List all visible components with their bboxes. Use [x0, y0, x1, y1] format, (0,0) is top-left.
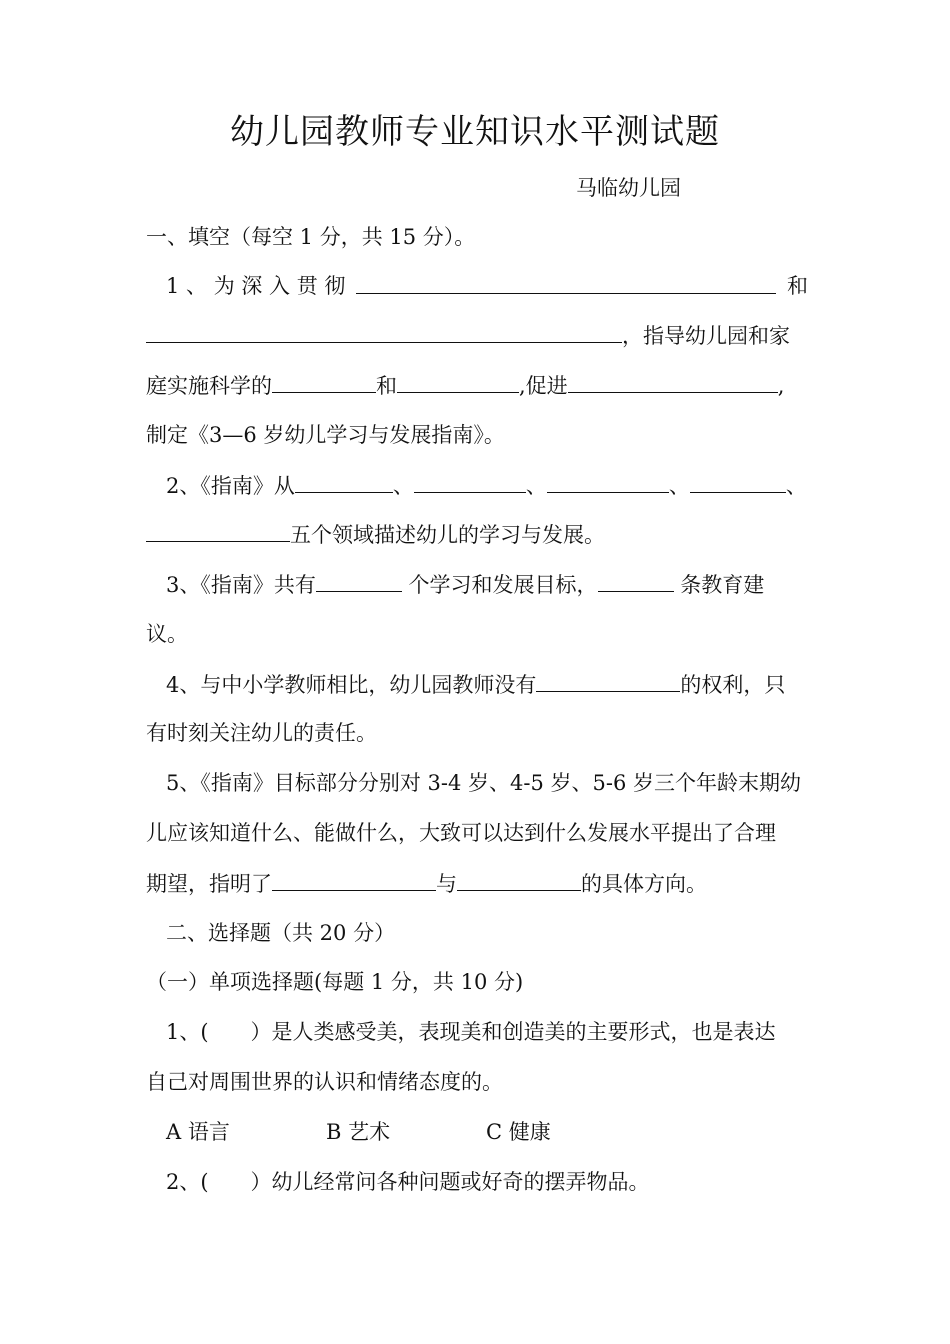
q1-prefix: 1 、 为 深 入 贯 彻	[166, 274, 346, 298]
page-title: 幼儿园教师专业知识水平测试题	[230, 112, 720, 152]
q5-blank-1[interactable]	[272, 868, 436, 891]
q1-blank-4[interactable]	[397, 370, 519, 393]
q2-blank-5[interactable]	[146, 519, 290, 542]
q4-blank-1[interactable]	[536, 669, 680, 692]
q2-sep-3: 、	[668, 474, 690, 498]
q2-blank-3[interactable]	[547, 470, 669, 493]
q1-line3-text-a: 庭实施科学的	[146, 374, 272, 398]
q2-blank-2[interactable]	[414, 470, 526, 493]
q3-line1	[166, 569, 808, 600]
section1-heading: 一、填空（每空 1 分，共 15 分）。	[146, 225, 476, 249]
q1-blank-5[interactable]	[568, 370, 778, 393]
q1-line1	[166, 271, 808, 301]
section2-heading: 二、选择题（共 20 分）	[166, 921, 396, 945]
mc-q2-line1: 2、( ）幼儿经常问各种问题或好奇的摆弄物品。	[166, 1170, 650, 1194]
q4-suffix: 的权利，只	[680, 673, 786, 697]
option-a[interactable]: A 语言	[166, 1120, 230, 1144]
section2-sub1: （一）单项选择题(每题 1 分，共 10 分)	[146, 970, 524, 994]
q1-blank-3[interactable]	[272, 370, 376, 393]
q5-line1: 5、《指南》目标部分分别对 3-4 岁、4-5 岁、5-6 岁三个年龄末期幼	[166, 771, 802, 795]
q5-line3-text-a: 期望，指明了	[146, 872, 272, 896]
q2-suffix: 五个领域描述幼儿的学习与发展。	[290, 523, 605, 547]
q1-line3	[146, 370, 808, 401]
q4-prefix: 4、与中小学教师相比，幼儿园教师没有	[166, 673, 537, 697]
q1-blank-2[interactable]	[146, 320, 622, 343]
q5-blank-2[interactable]	[457, 868, 581, 891]
q4-line2: 有时刻关注幼儿的责任。	[146, 721, 377, 745]
mc-q1-line1: 1、( ）是人类感受美，表现美和创造美的主要形式，也是表达	[166, 1020, 776, 1044]
q5-line2: 儿应该知道什么、能做什么，大致可以达到什么发展水平提出了合理	[146, 821, 776, 845]
school-name: 马临幼儿园	[576, 176, 681, 200]
q5-line3	[146, 868, 808, 899]
q2-line2	[146, 519, 808, 550]
mc-q1-options	[166, 1117, 808, 1147]
q1-line3-text-d: ,	[777, 374, 785, 398]
q2-sep-2: 、	[525, 474, 547, 498]
q3-blank-2[interactable]	[598, 569, 674, 592]
q2-sep-4: 、	[785, 474, 807, 498]
q2-blank-1[interactable]	[295, 470, 393, 493]
mc-q1-line2: 自己对周围世界的认识和情绪态度的。	[146, 1070, 503, 1094]
q3-blank-1[interactable]	[316, 569, 402, 592]
q3-suffix: 条教育建	[673, 573, 765, 597]
q5-line3-text-c: 的具体方向。	[581, 872, 707, 896]
q3-mid: 个学习和发展目标，	[401, 573, 598, 597]
q2-blank-4[interactable]	[690, 470, 786, 493]
option-b[interactable]: B 艺术	[326, 1120, 391, 1144]
q1-blank-1[interactable]	[356, 271, 776, 294]
q1-line4: 制定《3—6 岁幼儿学习与发展指南》。	[146, 423, 505, 447]
q1-line3-text-c: ,促进	[519, 374, 568, 398]
q2-line1	[166, 470, 808, 501]
q3-line2: 议。	[146, 622, 188, 646]
q5-line3-text-b: 与	[436, 872, 457, 896]
q3-prefix: 3、《指南》共有	[166, 573, 316, 597]
q1-and: 和	[786, 274, 808, 298]
q1-line2-suffix: ，指导幼儿园和家	[622, 324, 790, 348]
q4-line1	[166, 669, 808, 700]
q2-prefix: 2、《指南》从	[166, 474, 295, 498]
q1-line2	[146, 320, 808, 351]
option-c[interactable]: C 健康	[486, 1120, 551, 1144]
q1-line3-text-b: 和	[376, 374, 397, 398]
q2-sep-1: 、	[392, 474, 414, 498]
